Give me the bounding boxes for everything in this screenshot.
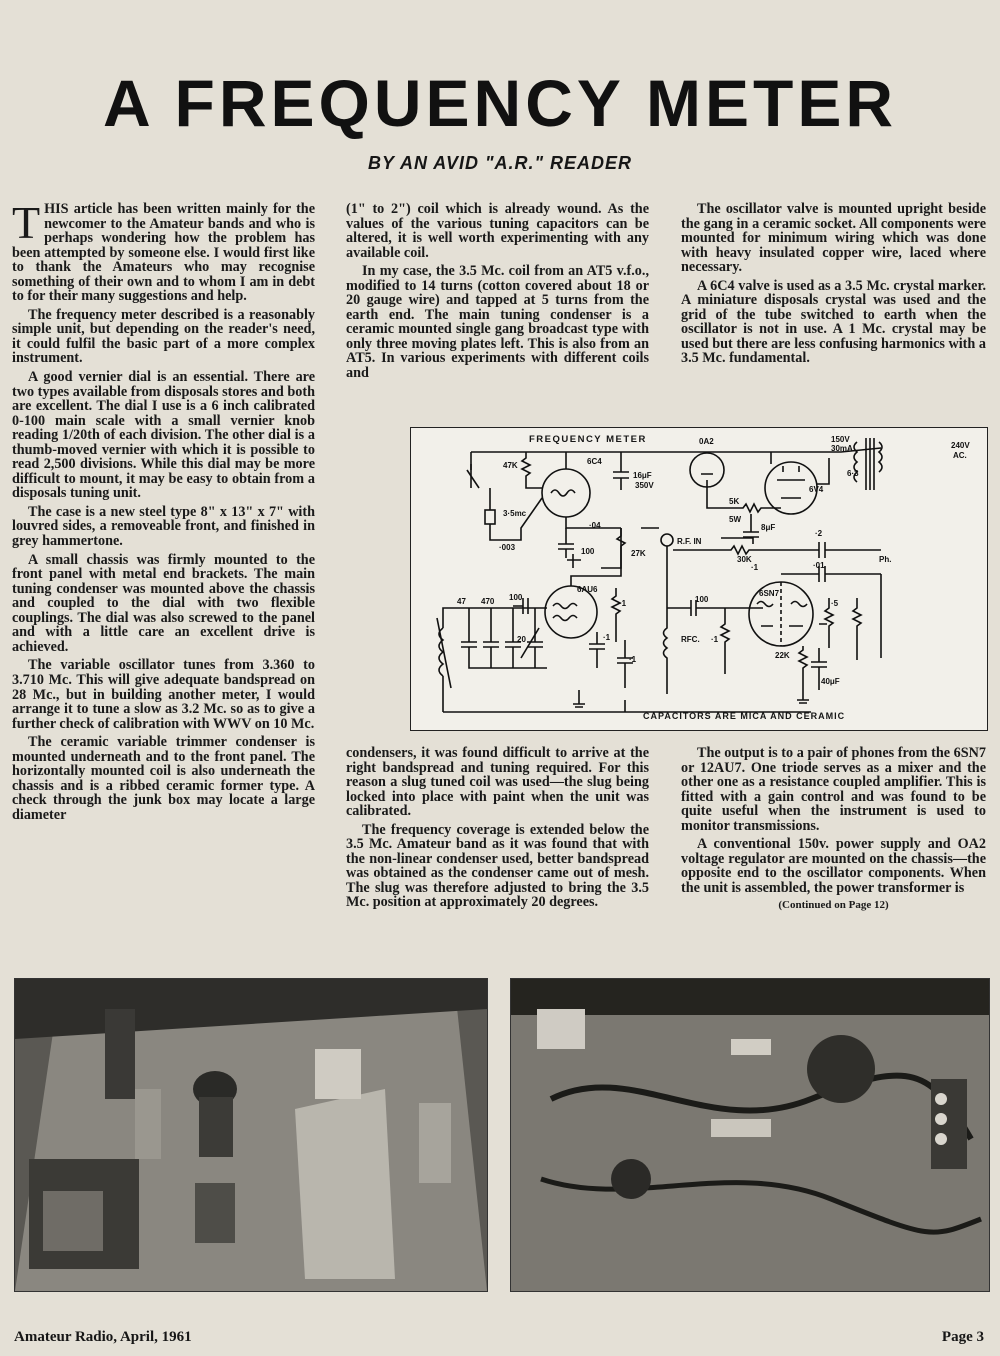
paragraph: The frequency meter described is a reasonably simple unit, but depending on the reader's need, it could fulfil the basic part of a more complex instrument.	[12, 306, 315, 367]
svg-text:·1: ·1	[619, 599, 627, 608]
paragraph: A small chassis was firmly mounted to the front panel with metal end brackets. The main tuning condenser was mounted above the chassis and coupled to the dial with two flexible couplings. The dial was also screwed to the panel and with a little care an excellent drive is achieved.	[12, 551, 315, 655]
column-1	[12, 197, 315, 826]
svg-text:·04: ·04	[589, 521, 601, 530]
paragraph: (1" to 2") coil which is already wound. As the values of the various tuning capacitors can be altered, it is well worth experimenting with any available coil.	[346, 201, 649, 261]
svg-text:Ph.: Ph.	[879, 555, 892, 564]
paragraph: The ceramic variable trimmer condenser is mounted underneath and to the front panel. The horizontally mounted coil is also underneath the chassis and is a ribbed ceramic former type. A check through the junk box may locate a large diameter	[12, 734, 315, 823]
svg-text:8μF: 8μF	[761, 523, 776, 532]
svg-text:47K: 47K	[503, 461, 518, 470]
paragraph: A conventional 150v. power supply and OA2 voltage regulator are mounted on the chassis—the opposite end to the oscillator components. When the unit is assembled, the power transformer is	[681, 836, 986, 896]
svg-text:RFC.: RFC.	[681, 635, 700, 644]
svg-text:6AU6: 6AU6	[577, 585, 598, 594]
svg-text:6SN7: 6SN7	[759, 589, 780, 598]
svg-text:·01: ·01	[813, 561, 825, 570]
svg-text:·1: ·1	[603, 633, 611, 642]
svg-text:0A2: 0A2	[699, 437, 714, 446]
paragraph: THIS article has been written mainly for the newcomer to the Amateur bands and who is perhaps wondering how the problem has been attempted by someone else. I would first like to thank the Amateurs who may recognise something of their own and to whom I am in debt to for their many suggestions and help.	[12, 197, 315, 305]
paragraph: In my case, the 3.5 Mc. coil from an AT5 v.f.o., modified to 14 turns (cotton covered about 18 or 20 gauge wire) and tapped at 5 turns from the earth end. The main tuning condenser is a ceramic mounted single gang broadcast type with only three moving plates left. This is also from an AT5. In various experiments with different coils and	[346, 263, 649, 382]
paragraph: The case is a new steel type 8" x 13" x 7" with louvred sides, a removeable front, and finished in grey hammertone.	[12, 503, 315, 550]
svg-text:22K: 22K	[775, 651, 790, 660]
svg-text:·5: ·5	[831, 599, 839, 608]
paragraph: A good vernier dial is an essential. There are two types available from disposals stores and both are excellent. The dial I use is a 6 inch calibrated 0-100 main scale with a small vernier knob reading 1/20th of each division. The other dial is a thumb-moved vernier with which it is possible to read 2,500 divisions. While this dial may be more difficult to mount, it may be easy to obtain from a disposals tuning unit.	[12, 369, 315, 502]
svg-text:6V4: 6V4	[809, 485, 824, 494]
svg-text:240V: 240V	[951, 441, 970, 450]
svg-text:AC.: AC.	[953, 451, 967, 460]
svg-text:100: 100	[695, 595, 709, 604]
svg-text:·1: ·1	[751, 563, 759, 572]
svg-text:16μF: 16μF	[633, 471, 652, 480]
continued-note: (Continued on Page 12)	[778, 899, 889, 912]
svg-text:·003: ·003	[499, 543, 516, 552]
svg-text:470: 470	[481, 597, 495, 606]
svg-text:3·5mc: 3·5mc	[503, 509, 527, 518]
column-3-top	[681, 202, 986, 370]
svg-text:30mA: 30mA	[831, 444, 853, 453]
column-2-bottom	[346, 746, 649, 914]
paragraph: A 6C4 valve is used as a 3.5 Mc. crystal marker. A miniature disposals crystal was used and the grid of the tube switched to earth when the oscillator is not in use. A 1 Mc. crystal may be used but there are less confusing harmonics with a 3.5 Mc. fundamental.	[681, 277, 986, 367]
article-byline: BY AN AVID "A.R." READER	[367, 153, 633, 173]
svg-text:40μF: 40μF	[821, 677, 840, 686]
paragraph: The variable oscillator tunes from 3.360 to 3.710 Mc. This will give adequate bandspread on 28 Mc., but in building another meter, I would arrange it to tune a slow as 3.2 Mc. so as to give a further check of calibration with WWV on 10 Mc.	[12, 657, 315, 732]
svg-text:6·3: 6·3	[847, 469, 859, 478]
svg-text:100: 100	[581, 547, 595, 556]
svg-text:5K: 5K	[729, 497, 740, 506]
svg-text:27K: 27K	[631, 549, 646, 558]
svg-text:5W: 5W	[729, 515, 741, 524]
schematic-note: CAPACITORS ARE MICA AND CERAMIC	[643, 711, 846, 721]
chassis-underside-photo	[510, 978, 990, 1292]
column-3-bottom	[681, 746, 986, 912]
footer-page-number: Page 3	[941, 1329, 984, 1345]
svg-text:R.F. IN: R.F. IN	[677, 537, 702, 546]
circuit-schematic	[410, 427, 988, 731]
svg-text:100: 100	[509, 593, 523, 602]
svg-text:·1: ·1	[711, 635, 719, 644]
paragraph: The frequency coverage is extended below the 3.5 Mc. Amateur band as it was found that with the non-linear condenser used, better bandspread was obtained as the condenser came out of mesh. The slug was therefore adjusted to bring the 3.5 Mc. position at approximately 20 degrees.	[346, 821, 649, 911]
svg-text:47: 47	[457, 597, 466, 606]
footer-publication: Amateur Radio, April, 1961	[14, 1329, 192, 1345]
svg-text:150V: 150V	[831, 435, 850, 444]
svg-text:350V: 350V	[635, 481, 654, 490]
chassis-top-photo	[14, 978, 488, 1292]
paragraph: The output is to a pair of phones from the 6SN7 or 12AU7. One triode serves as a mixer and the other one as a resistance coupled amplifier. This is fitted with a gain control and was found to be quite useful when the instrument is used to monitor transmissions.	[681, 745, 986, 834]
column-2-top	[346, 202, 649, 385]
schematic-drawing	[411, 428, 987, 730]
svg-text:·2: ·2	[815, 529, 823, 538]
svg-text:30K: 30K	[737, 555, 752, 564]
schematic-title: FREQUENCY METER	[529, 434, 647, 445]
paragraph: The oscillator valve is mounted upright beside the gang in a ceramic socket. All components were mounted for minimum wiring which was done with heavy insulated copper wire, laced where necessary.	[681, 201, 986, 276]
article-title: A FREQUENCY METER	[102, 66, 898, 140]
drop-cap: T	[12, 197, 41, 248]
svg-text:20: 20	[517, 635, 526, 644]
paragraph: condensers, it was found difficult to arrive at the right bandspread and tuning required. For this reason a slug tuned coil was used—the slug being locked into place with paint when the unit was calibrated.	[346, 745, 649, 820]
schematic-labels	[457, 435, 970, 686]
svg-text:6C4: 6C4	[587, 457, 602, 466]
svg-text:·1: ·1	[629, 655, 637, 664]
